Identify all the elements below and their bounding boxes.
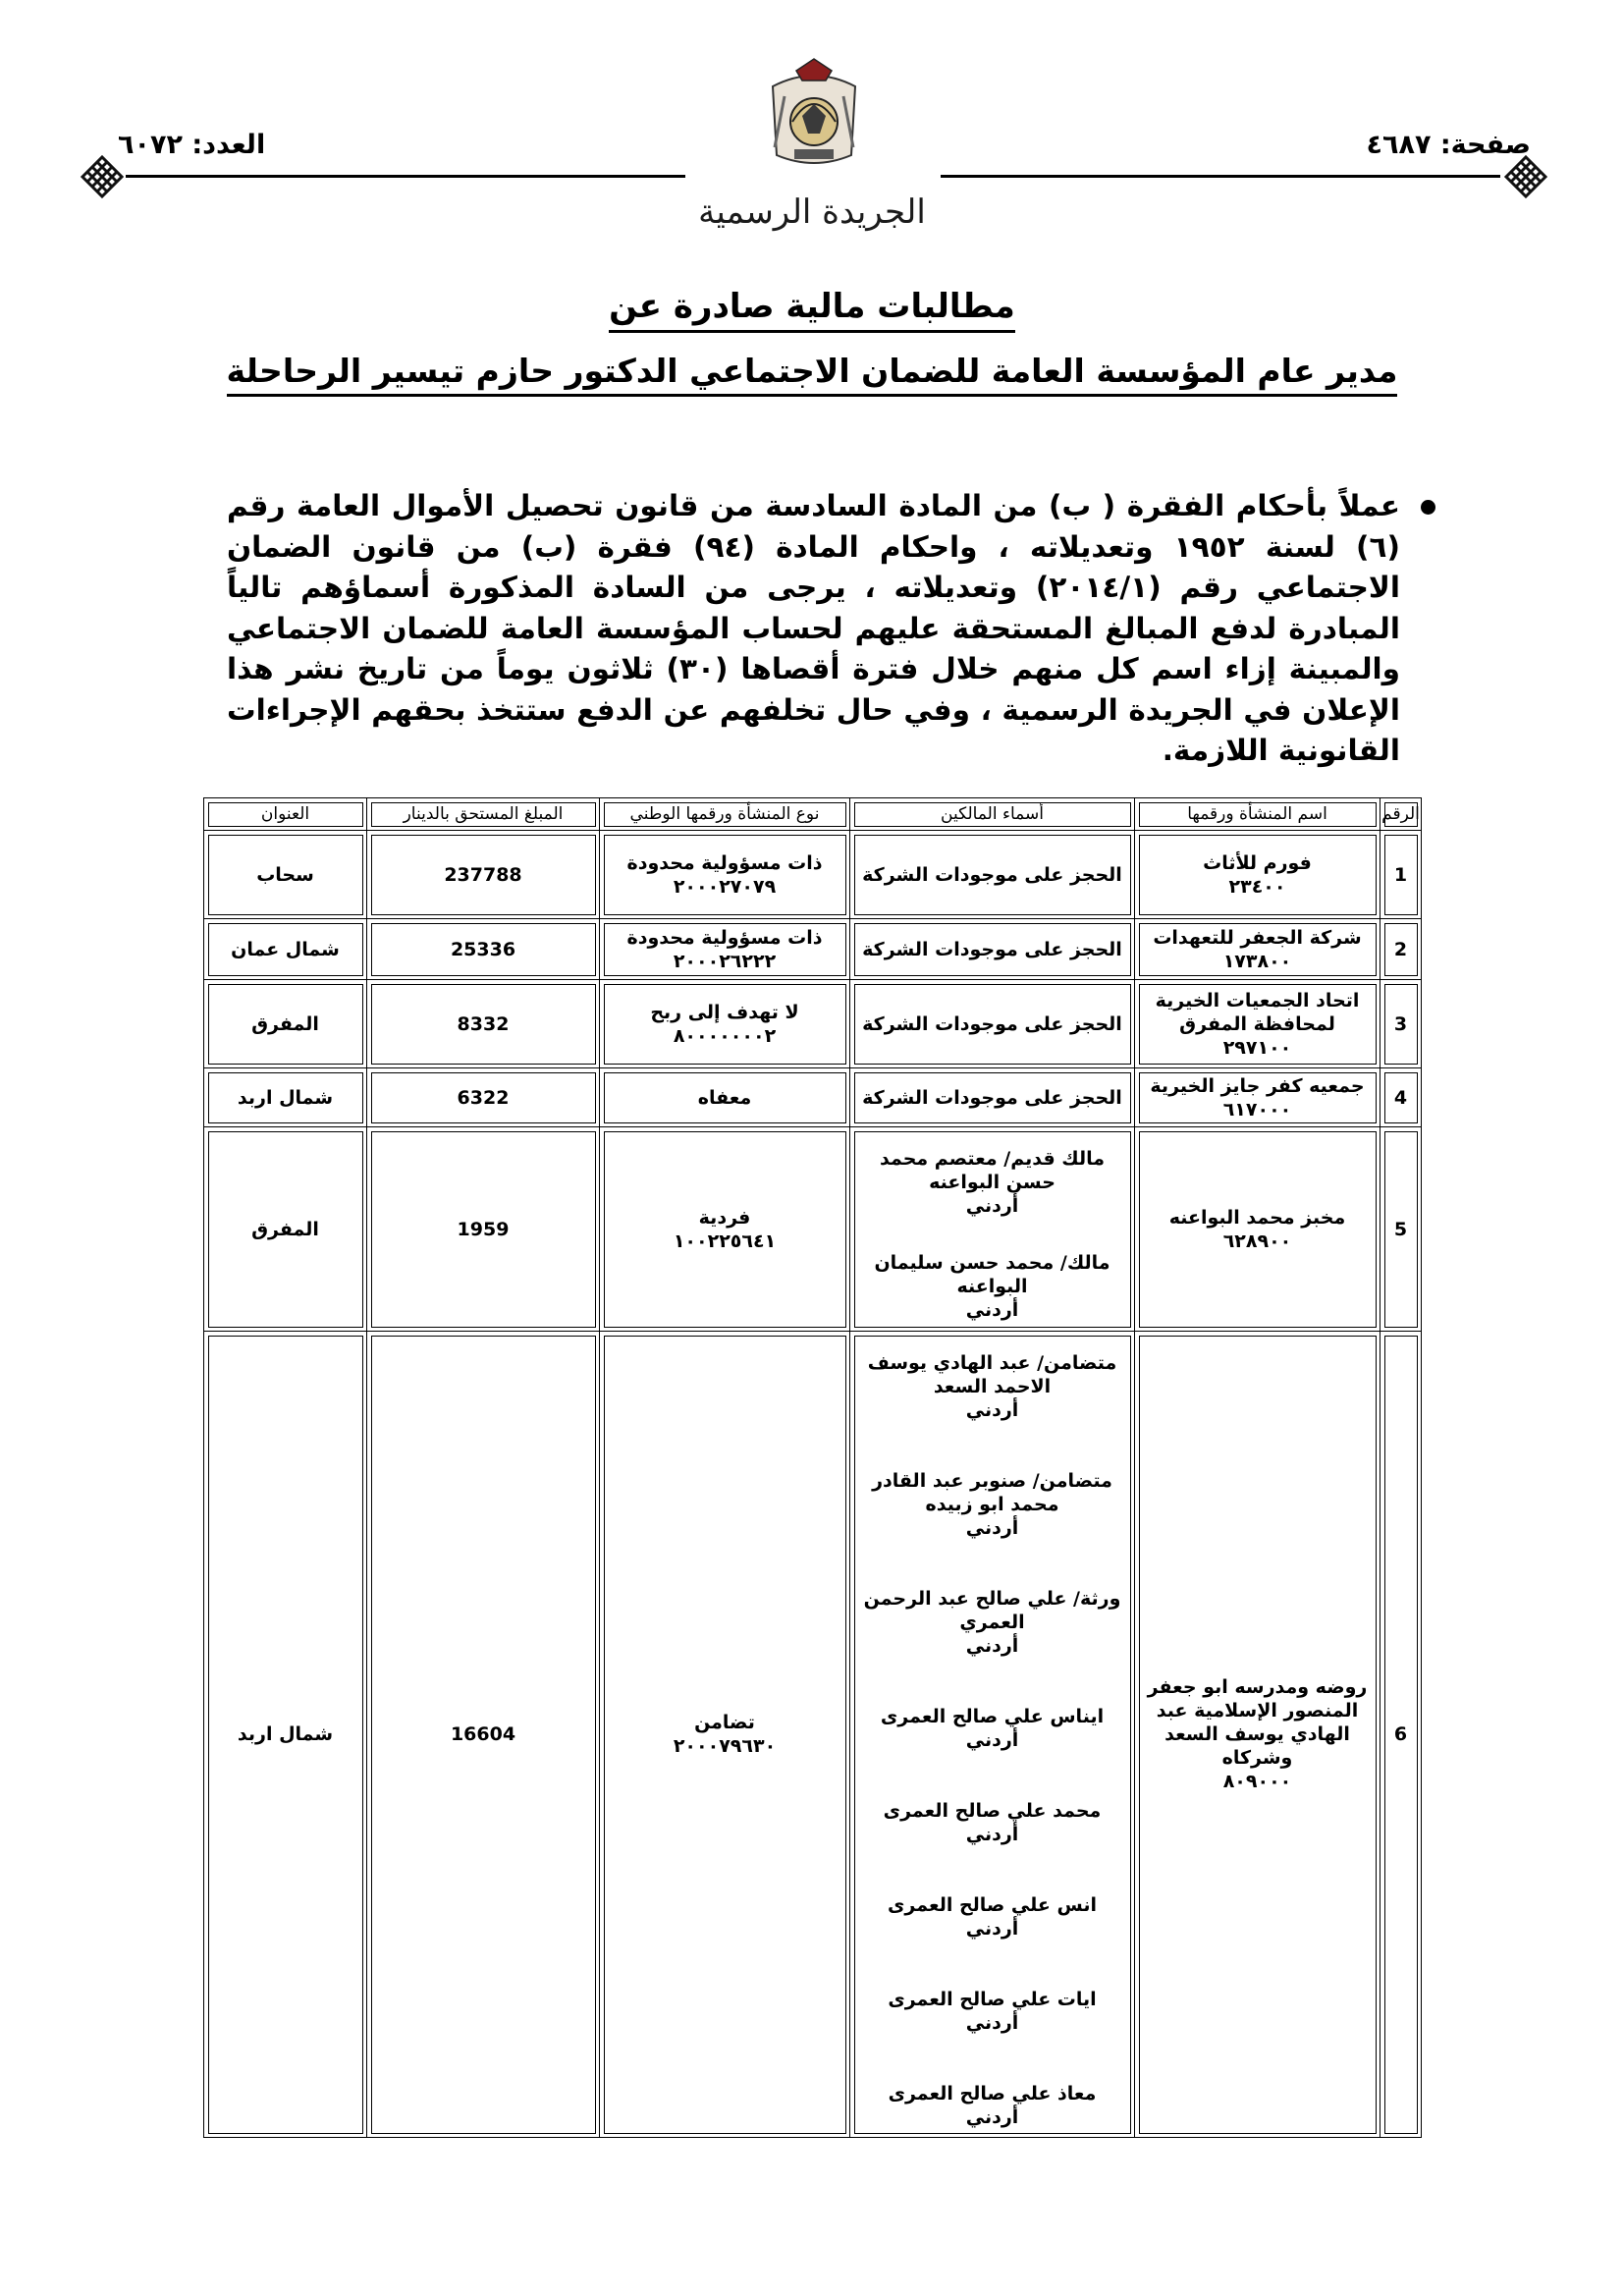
issue-number: العدد: ٦٠٧٢: [118, 130, 266, 160]
establishment-type: فردية: [698, 1206, 751, 1229]
owner-entry: [854, 1012, 1130, 1036]
type-cell: [600, 831, 850, 919]
amount-cell: [367, 1127, 600, 1332]
gazette-name: الجريدة الرسمية: [698, 192, 926, 232]
row-number-text: 6: [1393, 1723, 1408, 1745]
coat-of-arms-icon: [763, 57, 865, 173]
owners-cell: [850, 831, 1135, 919]
amount-cell: [367, 919, 600, 980]
col-header-establishment: اسم المنشأة ورقمها: [1135, 798, 1380, 831]
establishment-name: شركة الجعفر للتعهدات: [1153, 926, 1362, 949]
owner-name: محمد علي صالح العمرى: [883, 1800, 1102, 1822]
owner-name: معاذ علي صالح العمرى: [888, 2083, 1097, 2105]
establishment-name: مخبز محمد البواعنه: [1168, 1206, 1346, 1229]
establishment-type: ذات مسؤولية محدودة: [626, 926, 823, 949]
owners-cell: [850, 1332, 1135, 2138]
owner-name: انس علي صالح العمرى: [888, 1894, 1097, 1916]
owner-entry: [854, 1351, 1130, 1422]
type-cell: [600, 1068, 850, 1127]
owner-name: مالك قديم/ معتصم محمد حسن البواعنه: [880, 1148, 1105, 1193]
establishment-name: فورم للأثاث: [1203, 851, 1312, 874]
col-header-address: العنوان: [204, 798, 367, 831]
amount-due: 6322: [457, 1086, 510, 1109]
knot-ornament-left-icon: [77, 151, 128, 202]
owners-cell: [850, 980, 1135, 1068]
amount-cell: [367, 980, 600, 1068]
row-number: [1380, 1332, 1422, 2138]
establishment-cell: [1135, 919, 1380, 980]
owner-nationality: أردني: [965, 2106, 1019, 2128]
table-body: [204, 831, 1422, 2138]
owner-name: الحجز على موجودات الشركة: [862, 863, 1122, 886]
row-number-text: 4: [1393, 1086, 1408, 1109]
establishment-no: ٢٣٤٠٠: [1228, 875, 1286, 898]
col-header-amount: المبلغ المستحق بالدينار: [367, 798, 600, 831]
header-rule-right: [941, 175, 1500, 178]
national-no: ١٠٠٢٢٥٦٤١: [673, 1230, 777, 1252]
owner-name: ايناس علي صالح العمرى: [880, 1706, 1105, 1727]
table-row: [204, 1068, 1422, 1127]
issuer-title: مدير عام المؤسسة العامة للضمان الاجتماعي الدكتور حازم تيسير الرحاحلة: [177, 352, 1447, 390]
owner-entry: [854, 1587, 1130, 1658]
establishment-cell: [1135, 1332, 1380, 2138]
owner-name: مالك/ محمد حسن سليمان البواعنه: [874, 1252, 1110, 1297]
owner-nationality: أردني: [965, 1517, 1019, 1539]
address: شمال اربد: [237, 1723, 334, 1745]
owner-nationality: أردني: [965, 1299, 1019, 1321]
amount-cell: [367, 1332, 600, 2138]
owner-nationality: أردني: [965, 1918, 1019, 1940]
row-number: [1380, 1068, 1422, 1127]
address-cell: [204, 1332, 367, 2138]
establishment-no: ٢٩٧١٠٠: [1222, 1036, 1292, 1059]
owner-entry: [854, 1988, 1130, 2035]
establishment-name: اتحاد الجمعيات الخيرية لمحافظة المفرق: [1155, 989, 1360, 1035]
establishment-cell: [1135, 1068, 1380, 1127]
establishment-no: ١٧٣٨٠٠: [1222, 950, 1292, 972]
address-cell: [204, 1068, 367, 1127]
owner-entry: [854, 1086, 1130, 1110]
address: شمال عمان: [231, 938, 340, 960]
establishment-name: جمعيه كفر جايز الخيرية: [1150, 1074, 1365, 1097]
address-cell: [204, 831, 367, 919]
row-number-text: 2: [1393, 938, 1408, 960]
address: المفرق: [251, 1012, 319, 1035]
owner-name: ورثة/ علي صالح عبد الرحمن العمري: [863, 1588, 1121, 1633]
owner-name: الحجز على موجودات الشركة: [862, 1012, 1122, 1035]
owner-name: متضامن/ عبد الهادي يوسف الاحمد السعد: [867, 1352, 1117, 1397]
owner-name: ايات علي صالح العمرى: [888, 1989, 1097, 2010]
table-row: [204, 980, 1422, 1068]
owner-entry: [854, 1469, 1130, 1540]
owner-nationality: أردني: [965, 1824, 1019, 1845]
national-no: ٢٠٠٠٢٦٢٢٢: [673, 950, 777, 972]
type-cell: [600, 1127, 850, 1332]
national-no: ٢٠٠٠٧٩٦٣٠: [673, 1735, 777, 1757]
establishment-cell: [1135, 831, 1380, 919]
establishment-no: ٦٢٨٩٠٠: [1222, 1230, 1292, 1252]
col-header-owners: أسماء المالكين: [850, 798, 1135, 831]
owner-entry: [854, 2082, 1130, 2129]
owner-nationality: أردني: [965, 1635, 1019, 1657]
establishment-cell: [1135, 1127, 1380, 1332]
amount-due: 1959: [457, 1218, 510, 1240]
table-row: [204, 1332, 1422, 2138]
owner-nationality: أردني: [965, 2012, 1019, 2034]
row-number-text: 3: [1393, 1012, 1408, 1035]
address: شمال اربد: [237, 1086, 334, 1109]
row-number-text: 1: [1393, 863, 1408, 886]
owners-cell: [850, 1068, 1135, 1127]
address-cell: [204, 980, 367, 1068]
establishment-type: لا تهدف إلى ربح: [650, 1001, 799, 1023]
col-header-type: نوع المنشأة ورقمها الوطني: [600, 798, 850, 831]
claims-title: مطالبات مالية صادرة عن: [295, 287, 1329, 326]
owner-name: الحجز على موجودات الشركة: [862, 938, 1122, 960]
col-header-number: الرقم: [1380, 798, 1422, 831]
owner-entry: [854, 938, 1130, 961]
table-header-row: [204, 798, 1422, 831]
owner-name: متضامن/ صنوبر عبد القادر محمد ابو زبيده: [872, 1470, 1112, 1515]
address: سحاب: [256, 863, 314, 886]
owner-nationality: أردني: [965, 1195, 1019, 1217]
knot-ornament-right-icon: [1500, 151, 1551, 202]
owner-entry: [854, 863, 1130, 887]
owner-entry: [854, 1799, 1130, 1846]
address-cell: [204, 1127, 367, 1332]
row-number: [1380, 919, 1422, 980]
header-rule-left: [126, 175, 685, 178]
establishment-no: ٦١٧٠٠٠: [1222, 1098, 1292, 1121]
owner-name: الحجز على موجودات الشركة: [862, 1086, 1122, 1109]
table-row: [204, 1127, 1422, 1332]
establishment-type: تضامن: [694, 1712, 755, 1733]
establishment-type: ذات مسؤولية محدودة: [626, 851, 823, 874]
row-number: [1380, 980, 1422, 1068]
owners-cell: [850, 1127, 1135, 1332]
amount-due: 16604: [450, 1723, 516, 1745]
table-row: [204, 919, 1422, 980]
amount-cell: [367, 831, 600, 919]
establishment-cell: [1135, 980, 1380, 1068]
type-cell: [600, 980, 850, 1068]
owner-entry: [854, 1147, 1130, 1218]
national-no: ٢٠٠٠٢٧٠٧٩: [673, 875, 777, 898]
bullet-icon: [1421, 500, 1435, 515]
page-number: صفحة: ٤٦٨٧: [1366, 130, 1531, 160]
row-number: [1380, 831, 1422, 919]
type-cell: [600, 919, 850, 980]
owners-cell: [850, 919, 1135, 980]
owner-nationality: أردني: [965, 1399, 1019, 1421]
type-cell: [600, 1332, 850, 2138]
address-cell: [204, 919, 367, 980]
amount-due: 237788: [444, 863, 522, 886]
table-row: [204, 831, 1422, 919]
amount-cell: [367, 1068, 600, 1127]
owner-entry: [854, 1893, 1130, 1941]
notice-paragraph: عملاً بأحكام الفقرة ( ب) من المادة السادسة من قانون تحصيل الأموال العامة رقم (٦) لسنة ١٩٥٢ وتعديلاته ، واحكام المادة (٩٤) فقرة (ب) من قانون الضمان الاجتماعي رقم (٢٠١٤/١) وتعديلاته ، يرجى من السادة المذكورة أسماؤهم تالياً المبادرة لدفع المبالغ المستحقة عليهم لحساب المؤسسة العامة للضمان الاجتماعي والمبينة إزاء اسم كل منهم خلال فترة أقصاها (٣٠) ثلاثون يوماً من تاريخ نشر هذا الإعلان في الجريدة الرسمية ، وفي حال تخلفهم عن الدفع ستتخذ بحقهم الإجراءات القانونية اللازمة.: [227, 489, 1400, 767]
owner-entry: [854, 1705, 1130, 1752]
owner-entry: [854, 1251, 1130, 1322]
national-no: ٨٠٠٠٠٠٠٠٢: [673, 1024, 777, 1047]
establishment-type: معفاه: [697, 1086, 752, 1109]
row-number-text: 5: [1393, 1218, 1408, 1240]
amount-due: 25336: [450, 938, 516, 960]
address: المفرق: [251, 1218, 319, 1240]
owner-nationality: أردني: [965, 1729, 1019, 1751]
establishment-no: ٨٠٩٠٠٠: [1222, 1771, 1292, 1792]
claims-table: [203, 797, 1422, 2138]
amount-due: 8332: [457, 1012, 510, 1035]
establishment-name: روضه ومدرسه ابو جعفر المنصور الإسلامية عبد الهادي يوسف السعد وشركاه: [1147, 1676, 1368, 1769]
row-number: [1380, 1127, 1422, 1332]
